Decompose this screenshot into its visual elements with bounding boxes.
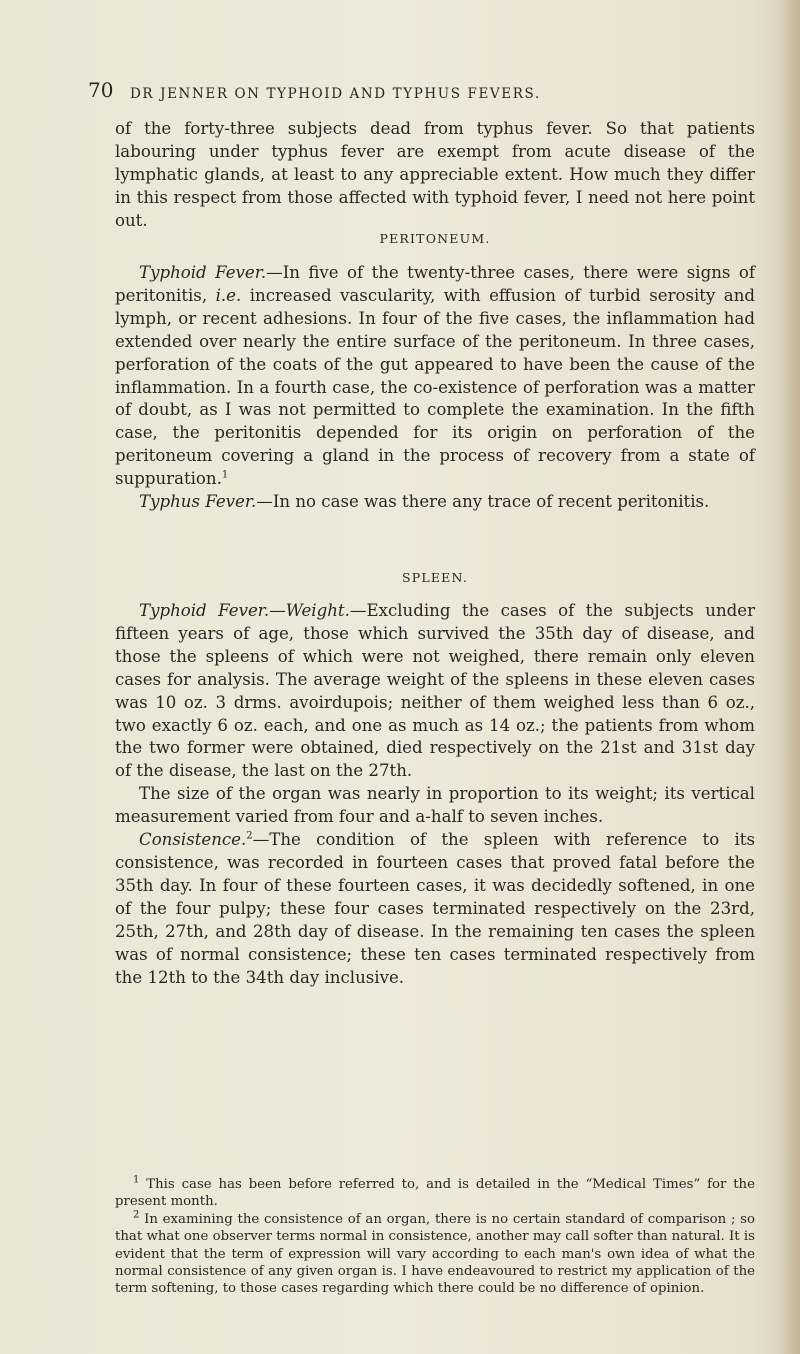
running-head [88, 80, 788, 110]
intro-paragraph-block [115, 118, 755, 233]
spleen-size-paragraph: The size of the organ was nearly in proportion to its weight; its vertical measurement varied from four and a-half to seven inches. [115, 784, 755, 827]
typhoid-peritoneum-text-1: —In five of the twenty-three cases, there were signs of peritonitis, [115, 263, 755, 305]
footnote-1-text: This case has been before referred to, and is detailed in the “Medical Times” for the present month. [115, 1177, 755, 1210]
footnote-2-mark: 2 [133, 1209, 140, 1221]
weight-label: Weight. [285, 601, 350, 620]
footnote-2-text: In examining the consistence of an organ, there is no certain standard of comparison ; so that what one observer terms normal in consistence, another may call softer than natural. It is evident that the term of expression will vary according to each man's own idea of what the normal consistence of any given organ is. I have endeavoured to restrict my application of the term softening, to those cases regarding which there could be no difference of opinion. [115, 1211, 756, 1297]
spleen-section [115, 600, 755, 989]
footnote-1 [115, 1176, 755, 1211]
typhus-peritoneum-text: —In no case was there any trace of recent peritonitis. [256, 492, 710, 512]
ie-abbreviation: i.e. [215, 285, 242, 305]
typhoid-peritoneum-text-2: increased vascularity, with effusion of turbid serosity and lymph, or recent adhesions. In four of the five cases, the inflammation had extended over nearly the entire surface of the peritoneum. In three cases, perforation of the coats of the gut appeared to have been the cause of the inflammation. In a fourth case, the co-existence of perforation was a matter of doubt, as I was not permitted to complete the examination. In the fifth case, the peritonitis depended for its origin on perforation of the peritoneum covering a gland in the process of recovery from a state of suppuration. [115, 285, 756, 489]
spleen-weight-text: —Excluding the cases of the subjects under fifteen years of age, those which survived the 35th day of disease, and those the spleens of which were not weighed, there remain only eleven cases for analysis. The average weight of the spleens in these eleven cases was 10 oz. 3 drms. avoirdupois; neither of them weighed less than 6 oz., two exactly 6 oz. each, and one as much as 14 oz.; the patients from whom the two former were obtained, died respectively on the 21st and 31st day of the disease, the last on the 27th. [115, 601, 756, 781]
spleen-consistence-paragraph [115, 829, 755, 989]
spleen-weight-paragraph [115, 600, 755, 783]
page-number: 70 [88, 78, 114, 102]
page-edge-shadow [778, 0, 800, 1354]
spleen-heading: SPLEEN. [401, 570, 469, 585]
footnote-2 [115, 1211, 755, 1298]
consistence-label: Consistence. [139, 830, 247, 850]
peritoneum-heading: PERITONEUM. [379, 231, 491, 246]
typhoid-peritoneum-paragraph [115, 262, 755, 491]
intro-paragraph: of the forty-three subjects dead from typhus fever. So that patients labouring under typhus fever are exempt from acute disease of the lymphatic glands, at least to any appreciable extent. How much they differ in this respect from those affected with typhoid fever, I need not here point out. [115, 119, 755, 230]
footnote-1-mark: 1 [133, 1174, 140, 1186]
peritoneum-section [115, 262, 755, 514]
typhus-peritoneum-paragraph [115, 491, 755, 514]
typhoid-fever-label: Typhoid Fever. [139, 263, 267, 282]
footnotes [115, 1176, 755, 1298]
spleen-typhoid-label: Typhoid Fever. [139, 601, 270, 620]
footnote-ref-1[interactable]: 1 [221, 469, 229, 481]
spleen-consistence-text: —The condition of the spleen with reference to its consistence, was recorded in fourteen cases that proved fatal before the 35th day. In four of these fourteen cases, it was decidedly softened, in one of the four pulpy; these four cases terminated respectively on the 23rd, 25th, 27th, and 28th day of disease. In the remaining ten cases the spleen was of normal consistence; these ten cases terminated respectively from the 12th to the 34th day inclusive. [115, 830, 755, 987]
typhus-fever-label: Typhus Fever. [139, 492, 257, 512]
footnote-ref-2[interactable]: 2 [246, 830, 253, 842]
label-dash: — [269, 601, 286, 620]
running-title: DR JENNER ON TYPHOID AND TYPHUS FEVERS. [130, 86, 541, 102]
